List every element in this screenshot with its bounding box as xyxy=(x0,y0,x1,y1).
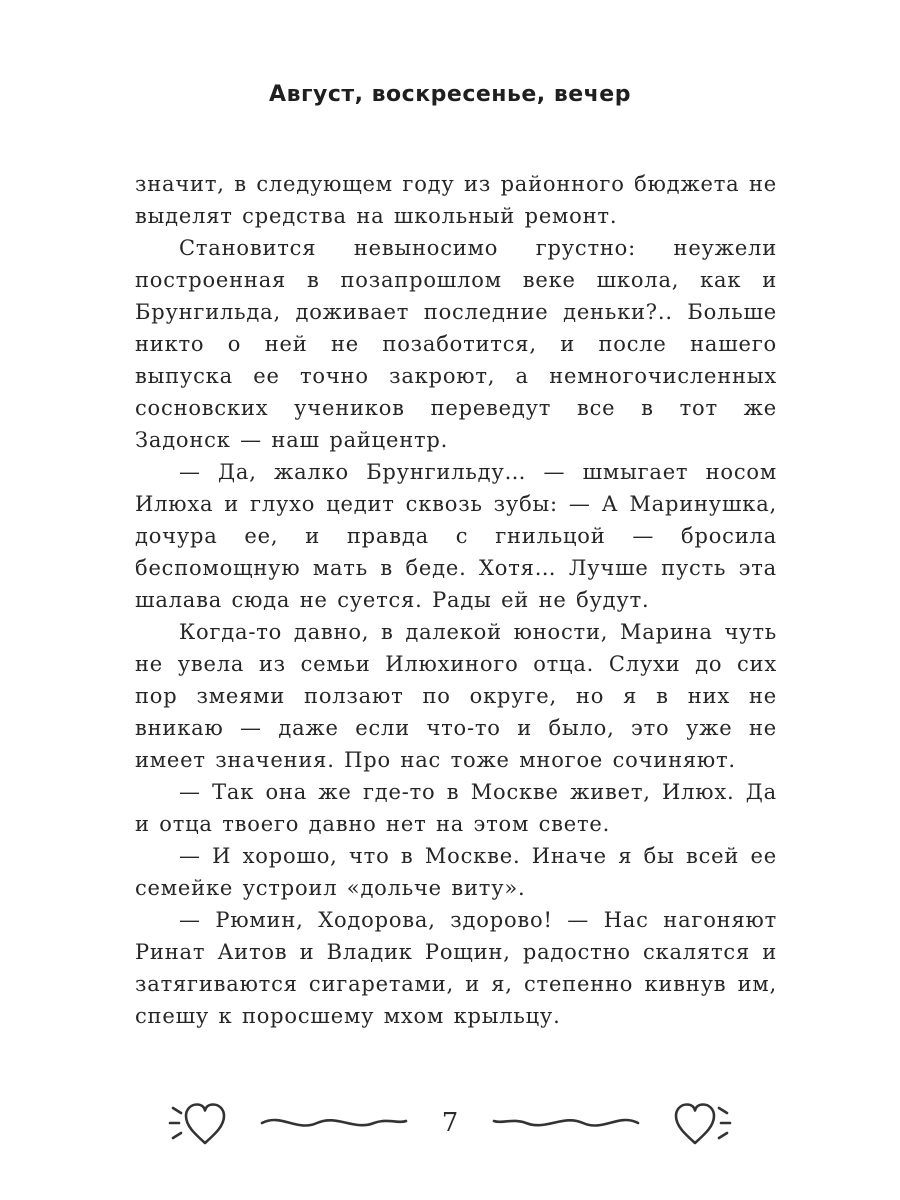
page-footer xyxy=(0,1088,900,1158)
paragraph: Становится невыносимо грустно: неужели построенная в позапрошлом веке школа, как и Брунгильда, доживает последние деньки?.. Больше никто о ней не позаботится, и после нашего выпуска ее точно закроют, а немногочисленных сосновских учеников переведут все в тот же Задонск — наш райцентр. xyxy=(135,236,777,452)
flourish-left xyxy=(259,1110,409,1136)
paragraph: Когда-то давно, в далекой юности, Марина чуть не увела из семьи Илюхиного отца. Слухи до сих пор змеями ползают по округе, но я в них не вникаю — даже если что-то и было, это уже не имеет значения. Про нас тоже многое сочиняют. xyxy=(135,620,777,772)
paragraph: — Рюмин, Ходорова, здорово! — Нас нагоняют Ринат Аитов и Владик Рощин, радостно скалятся и затягиваются сигаретами, и я, степенно кивнув им, спешу к поросшему мхом крыльцу. xyxy=(135,908,777,1028)
paragraph: — Да, жалко Брунгильду… — шмыгает носом Илюха и глухо цедит сквозь зубы: — А Маринушка, дочура ее, и правда с гнильцой — бросила беспомощную мать в беде. Хотя… Лучше пусть эта шалава сюда не суется. Рады ей не будут. xyxy=(135,460,777,612)
paragraph: значит, в следующем году из районного бюджета не выделят средства на школьный ремонт. xyxy=(135,172,777,228)
heart-right-icon xyxy=(667,1096,733,1150)
chapter-header: Август, воскресенье, вечер xyxy=(269,82,631,107)
paragraph: — Так она же где-то в Москве живет, Илюх. Да и отца твоего давно нет на этом свете. xyxy=(135,780,777,836)
flourish-right xyxy=(491,1110,641,1136)
heart-left-icon xyxy=(167,1096,233,1150)
paragraph: — И хорошо, что в Москве. Иначе я бы всей ее семейке устроил «дольче виту». xyxy=(135,844,777,900)
page-number: 7 xyxy=(441,1108,459,1138)
body-text xyxy=(135,168,777,1032)
